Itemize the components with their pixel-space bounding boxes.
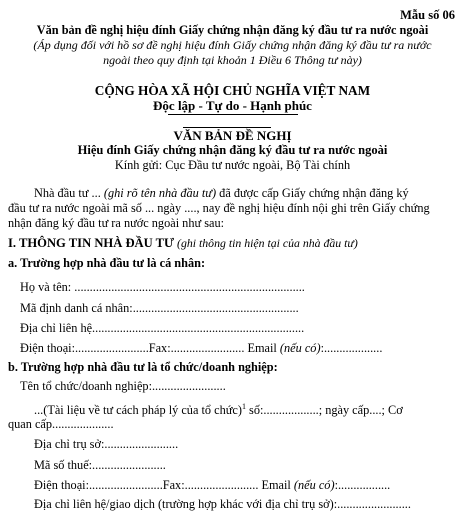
individual-address-field: Địa chỉ liên hệ..................................................................... (20, 321, 305, 335)
motto-underline (168, 114, 298, 115)
applicability-line-1: (Áp dụng đối với hồ sơ đề nghị hiệu đính Giấy chứng nhận đăng ký đầu tư ra nước (33, 38, 432, 52)
form-title: VĂN BẢN ĐỀ NGHỊ (173, 128, 292, 143)
applicability-line-2: ngoài theo quy định tại khoản 1 Điều 6 Thông tư này) (103, 53, 362, 67)
legal-doc-field (34, 402, 403, 418)
section-1-title: I. THÔNG TIN NHÀ ĐẦU TƯ (8, 236, 175, 250)
document-title: Văn bản đề nghị hiệu đính Giấy chứng nhận đăng ký đầu tư ra nước ngoài (36, 23, 429, 37)
recipient-line: Kính gửi: Cục Đầu tư nước ngoài, Bộ Tài chính (114, 158, 351, 172)
org-name-field: Tên tổ chức/doanh nghiệp:........................ (20, 379, 226, 393)
tax-code-field: Mã số thuế:........................ (34, 458, 166, 472)
national-motto: Độc lập - Tự do - Hạnh phúc (153, 98, 312, 113)
intro-text-cont: đã được cấp Giấy chứng nhận đăng ký (216, 186, 409, 200)
email-dots: :................... (320, 341, 383, 355)
part-b-title: b. Trường hợp nhà đầu tư là tổ chức/doanh nghiệp: (8, 360, 278, 374)
form-subject: Hiệu đính Giấy chứng nhận đăng ký đầu tư ra nước ngoài (77, 143, 388, 157)
email-dots: :................. (334, 478, 391, 492)
legal-doc-number: số:..................; ngày cấp....; Cơ (245, 403, 403, 418)
optional-note: (nếu có) (279, 341, 321, 355)
intro-line-3: nhận đăng ký đầu tư ra nước ngoài như sau: (8, 216, 225, 230)
phone-fax-email: Điện thoại:........................Fax:........................ Email (20, 341, 280, 355)
phone-fax-email: Điện thoại:........................Fax:........................ Email (34, 478, 294, 492)
intro-text: Nhà đầu tư ... (34, 186, 104, 200)
intro-line-1 (34, 186, 409, 201)
form-number: Mẫu số 06 (400, 8, 455, 22)
issuing-agency-field: quan cấp.................... (8, 417, 114, 431)
investor-name-note: (ghi rõ tên nhà đầu tư) (103, 186, 217, 200)
part-a-title: a. Trường hợp nhà đầu tư là cá nhân: (8, 256, 206, 270)
section-1-heading (8, 236, 358, 251)
section-1-note: (ghi thông tin hiện tại của nhà đầu tư) (174, 236, 358, 250)
headquarters-field: Địa chỉ trụ sở:........................ (34, 437, 179, 451)
national-header: CỘNG HÒA XÃ HỘI CHỦ NGHĨA VIỆT NAM (94, 83, 371, 98)
org-contact-field (34, 478, 390, 493)
footnote-ref: 1 (241, 402, 246, 411)
transaction-address-field: Địa chỉ liên hệ/giao dịch (trường hợp khác với địa chỉ trụ sở):........................ (34, 497, 411, 511)
intro-line-2: đầu tư ra nước ngoài mã số ... ngày ...., nay đề nghị hiệu đính nội ghi trên Giấy chứng (8, 201, 430, 215)
individual-contact-field (20, 341, 382, 356)
optional-note: (nếu có) (293, 478, 335, 492)
individual-name-field: Họ và tên: ........................................................................... (20, 280, 305, 294)
legal-doc-label: ...(Tài liệu về tư cách pháp lý của tổ chức) (34, 403, 242, 418)
individual-id-field: Mã định danh cá nhân:...................................................... (20, 301, 299, 315)
